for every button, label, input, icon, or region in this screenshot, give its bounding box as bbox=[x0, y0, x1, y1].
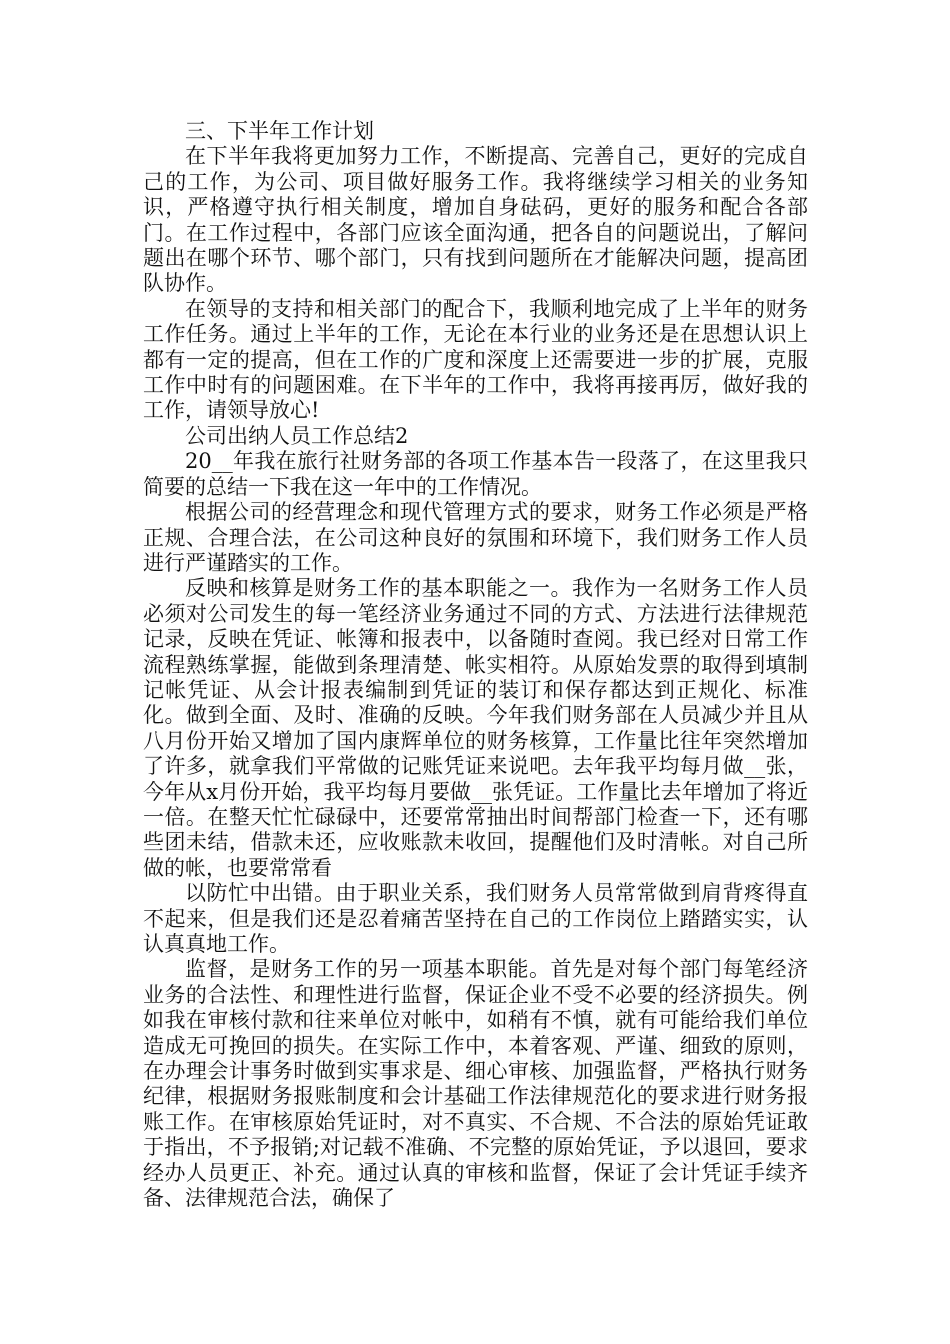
document-page bbox=[143, 119, 808, 1211]
paragraph: 监督，是财务工作的另一项基本职能。首先是对每个部门每笔经济业务的合法性、和理性进行监督，保证企业不受不必要的经济损失。例如我在审核付款和往来单位对帐中，如稍有不慎，就有可能给我们单位造成无可挽回的损失。在实际工作中，本着客观、严谨、细致的原则，在办理会计事务时做到实事求是、细心审核、加强监督，严格执行财务纪律，根据财务报账制度和会计基础工作法律规范化的要求进行财务报账工作。在审核原始凭证时，对不真实、不合规、不合法的原始凭证敢于指出，不予报销;对记载不准确、不完整的原始凭证，予以退回，要求经办人员更正、补充。通过认真的审核和监督，保证了会计凭证手续齐备、法律规范合法，确保了 bbox=[143, 957, 808, 1211]
paragraph: 在领导的支持和相关部门的配合下，我顺利地完成了上半年的财务工作任务。通过上半年的工作，无论在本行业的业务还是在思想认识上都有一定的提高，但在工作的广度和深度上还需要进一步的扩展，克服工作中时有的问题困难。在下半年的工作中，我将再接再厉，做好我的工作，请领导放心! bbox=[143, 296, 808, 423]
paragraph: 在下半年我将更加努力工作，不断提高、完善自己，更好的完成自己的工作，为公司、项目做好服务工作。我将继续学习相关的业务知识，严格遵守执行相关制度，增加自身砝码，更好的服务和配合各部门。在工作过程中，各部门应该全面沟通，把各自的问题说出，了解问题出在哪个环节、哪个部门，只有找到问题所在才能解决问题，提高团队协作。 bbox=[143, 144, 808, 296]
paragraph: 20__年我在旅行社财务部的各项工作基本告一段落了，在这里我只简要的总结一下我在这一年中的工作情况。 bbox=[143, 449, 808, 499]
paragraph: 以防忙中出错。由于职业关系，我们财务人员常常做到肩背疼得直不起来，但是我们还是忍着痛苦坚持在自己的工作岗位上踏踏实实，认认真真地工作。 bbox=[143, 881, 808, 956]
paragraph: 反映和核算是财务工作的基本职能之一。我作为一名财务工作人员必须对公司发生的每一笔经济业务通过不同的方式、方法进行法律规范记录，反映在凭证、帐簿和报表中，以备随时查阅。我已经对日常工作流程熟练掌握，能做到条理清楚、帐实相符。从原始发票的取得到填制记帐凭证、从会计报表编制到凭证的装订和保存都达到正规化、标准化。做到全面、及时、准确的反映。今年我们财务部在人员减少并且从八月份开始又增加了国内康辉单位的财务核算，工作量比往年突然增加了许多，就拿我们平常做的记账凭证来说吧。去年我平均每月做__张，今年从x月份开始，我平均每月要做__张凭证。工作量比去年增加了将近一倍。在整天忙忙碌碌中，还要常常抽出时间帮部门检查一下，还有哪些团未结，借款未还，应收账款未收回，提醒他们及时清帐。对自己所做的帐，也要常常看 bbox=[143, 576, 808, 880]
section-heading: 三、下半年工作计划 bbox=[185, 119, 374, 143]
paragraph: 根据公司的经营理念和现代管理方式的要求，财务工作必须是严格正规、合理合法，在公司这种良好的氛围和环境下，我们财务工作人员进行严谨踏实的工作。 bbox=[143, 500, 808, 575]
document-title: 公司出纳人员工作总结2 bbox=[185, 423, 409, 448]
